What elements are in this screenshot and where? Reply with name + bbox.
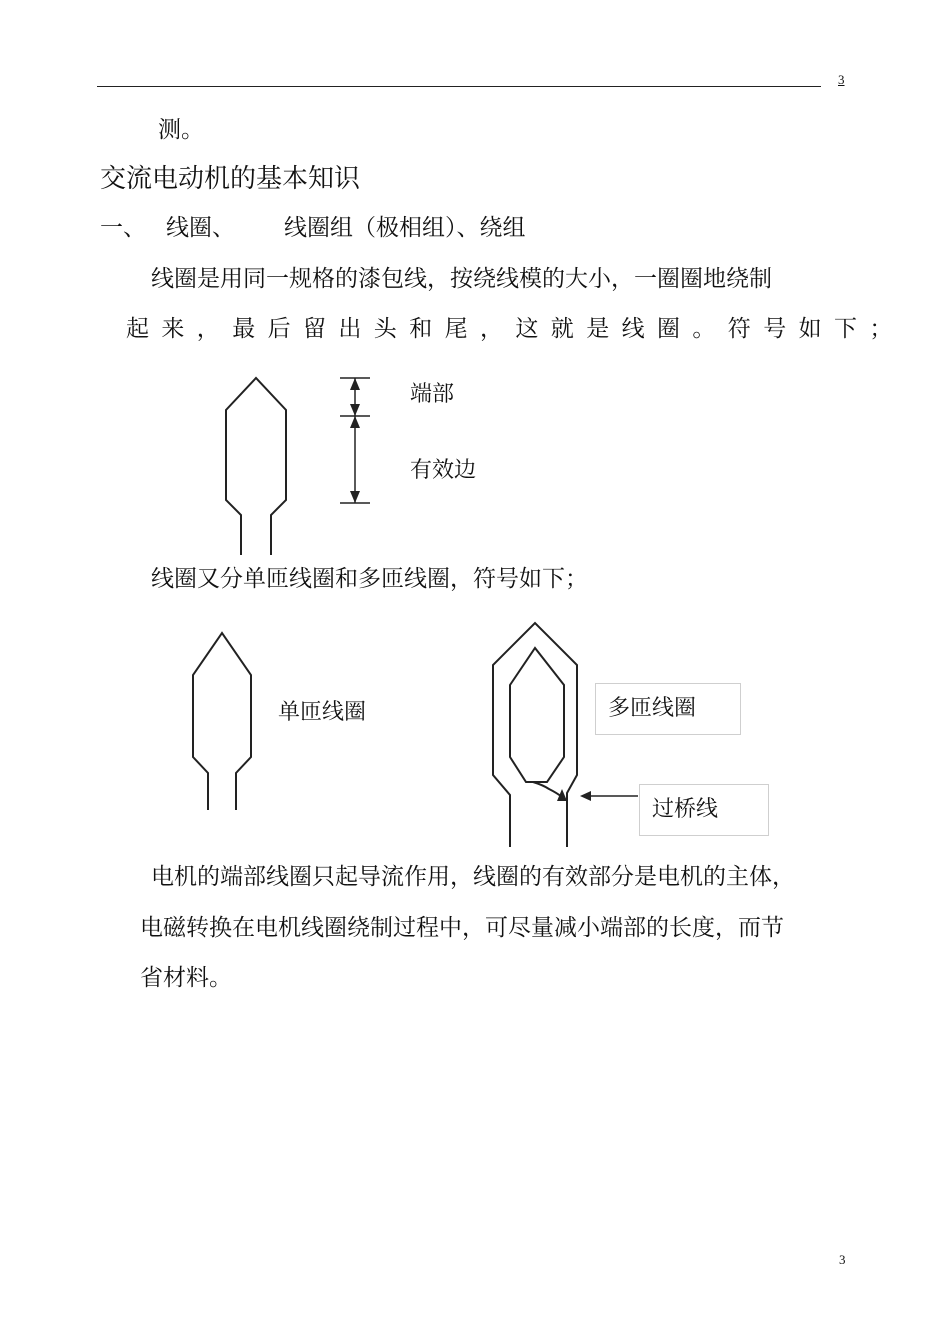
label-end-part: 端部 [410,382,455,407]
single-turn-coil-icon [185,625,265,815]
bridge-wire [533,782,562,797]
para3-line1: 电机的端部线圈只起导流作用，线圈的有效部分是电机的主体， [151,864,795,890]
label-effective-side: 有效边 [410,458,477,483]
header-page-number: 3 [838,72,845,87]
para3-line2: 电磁转换在电机线圈绕制过程中，可尽量减小端部的长度，而节 [140,915,784,941]
end-arrow-up [350,378,360,390]
coil-outline [226,378,286,555]
single-turn-coil-outline [193,633,251,810]
label-bridge-wire: 过桥线 [639,784,769,836]
header-rule [97,86,821,87]
end-arrow-down [350,404,360,416]
para3-line3: 省材料。 [140,965,232,991]
heading-numeral: 一、 [100,215,146,241]
line-fragment: 测。 [158,117,204,143]
label-single-turn: 单匝线圈 [278,700,367,725]
heading-part2: 线圈组（极相组）、绕组 [284,215,526,241]
effective-arrow-up [350,416,360,428]
section-title: 交流电动机的基本知识 [100,164,361,194]
multi-turn-coil-icon [485,615,585,855]
effective-arrow-down [350,491,360,503]
para1-line2: 起来，最后留出头和尾，这就是线圈。符号如下； [126,316,905,342]
bridge-pointer-arrow [578,786,640,806]
heading-part1: 线圈、 [166,215,235,241]
para2: 线圈又分单匝线圈和多匝线圈，符号如下； [151,566,588,592]
label-multi-turn: 多匝线圈 [595,683,741,735]
multi-turn-inner-loop [510,648,564,782]
coil-symbol-figure [210,370,380,560]
para1-line1: 线圈是用同一规格的漆包线，按绕线模的大小，一圈圈地绕制 [151,266,772,292]
footer-page-number: 3 [839,1252,846,1267]
